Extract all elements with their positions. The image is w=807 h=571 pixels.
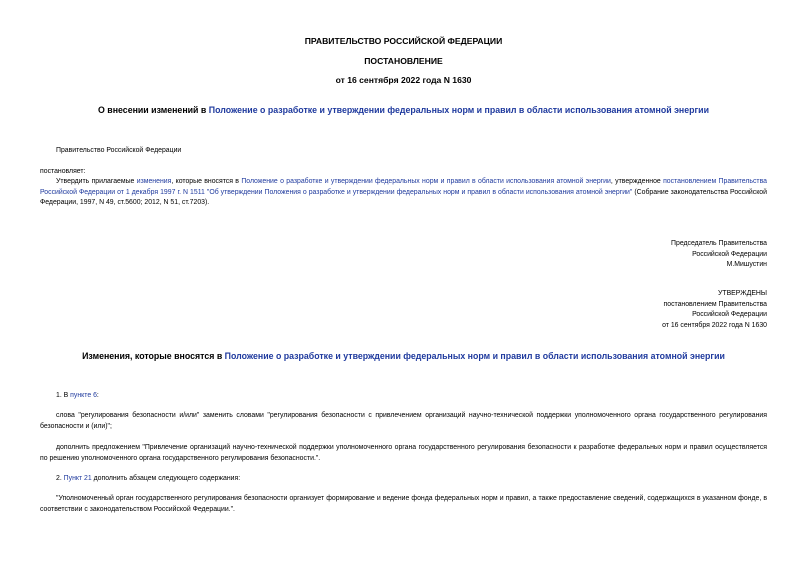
decree-1511-link[interactable]: постановлением Правительства Российской Федерации от 1 декабря 1997 г. N 1511 "Об утверждении Положения о разработке и утверждении федеральных норм и правил в области использования атомной энергии" xyxy=(40,178,767,196)
item-2-paragraph-1: "Уполномоченный орган государственного регулирования безопасности организует формирование и ведение фонда федеральных норм и правил, а также предоставление сведений, содержащихся в указанном фонде, в соответствии с законодательством Российской Федерации.". xyxy=(40,495,767,513)
document-title xyxy=(0,105,807,115)
document-date-number: от 16 сентября 2022 года N 1630 xyxy=(335,75,472,85)
title-regulation-link[interactable]: Положение о разработке и утверждении федеральных норм и правил в области использования атомной энергии xyxy=(208,105,709,115)
regulation-link[interactable]: Положение о разработке и утверждении федеральных норм и правил в области использования атомной энергии xyxy=(241,178,611,185)
item-1-paragraph-2: дополнить предложением "Привлечение организаций научно-технической поддержки уполномоченного органа государственного регулирования безопасности к разработке федеральных норм и правил осуществляется по решению уполномоченного органа государственного регулирования безопасности.". xyxy=(40,444,767,462)
document-type: ПОСТАНОВЛЕНИЕ xyxy=(364,56,443,66)
item-1-heading: 1. В пункте 6: xyxy=(56,392,99,399)
changes-link[interactable]: изменения xyxy=(136,178,172,185)
resolution-paragraph: Утвердить прилагаемые изменения, которые вносятся в Положение о разработке и утверждении федеральных норм и правил в области использования атомной энергии, утвержденное постановлением Правительства Российской Федерации от 1 декабря 1997 г. N 1511 "Об утверждении Положения о разработке и утверждении федеральных норм и правил в области использования атомной энергии" (Собрание законодательства Российской Федерации, 1997, N 49, ст.5600; 2012, N 51, ст.7203). xyxy=(40,178,767,206)
point-21-link[interactable]: Пункт 21 xyxy=(63,475,92,482)
changes-title: Изменения, которые вносятся в Положение о разработке и утверждении федеральных норм и правил в области использования атомной энергии xyxy=(82,351,725,361)
changes-title-link[interactable]: Положение о разработке и утверждении федеральных норм и правил в области использования атомной энергии xyxy=(224,351,725,361)
signature-block: Председатель Правительства Российской Федерации М.Мишустин xyxy=(671,240,767,269)
item-2-heading: 2. Пункт 21 дополнить абзацем следующего содержания: xyxy=(56,475,241,482)
point-6-link[interactable]: пункте 6 xyxy=(70,392,97,399)
issuer-text: Правительство Российской Федерации xyxy=(56,147,182,154)
government-heading: ПРАВИТЕЛЬСТВО РОССИЙСКОЙ ФЕДЕРАЦИИ xyxy=(304,36,503,46)
title-prefix: О внесении изменений в xyxy=(98,105,209,115)
decides-text: постановляет: xyxy=(40,168,86,175)
item-1-paragraph-1: слова "регулирования безопасности и/или" заменить словами "регулирования безопасности с привлечением организаций научно-технической поддержки уполномоченного органа государственного регулирования безопасности и (или)"; xyxy=(40,412,767,430)
approval-block: УТВЕРЖДЕНЫ постановлением Правительства Российской Федерации от 16 сентября 2022 года N 1630 xyxy=(662,290,767,329)
